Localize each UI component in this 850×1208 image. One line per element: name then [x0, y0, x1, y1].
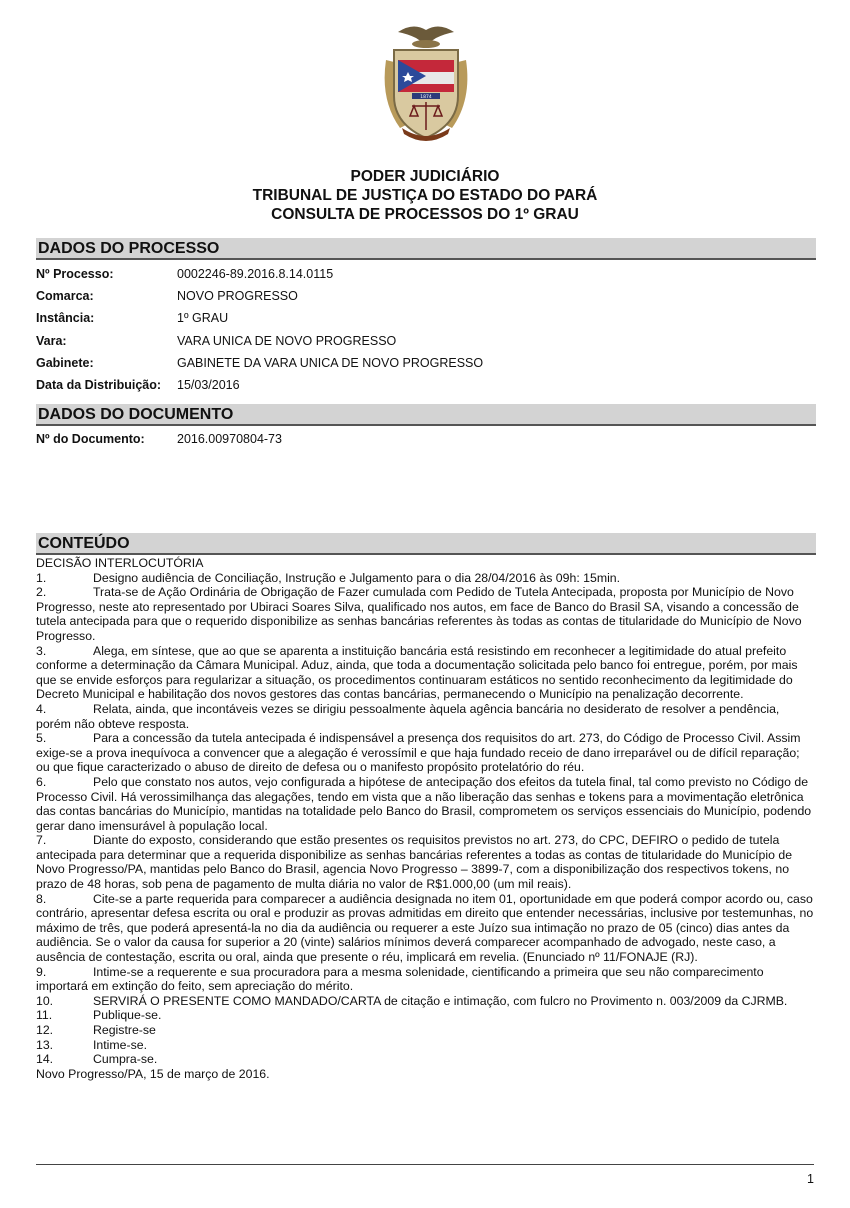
- document-content: [36, 556, 814, 1081]
- page-number: 1: [807, 1172, 814, 1186]
- item-number: 13.: [36, 1037, 54, 1052]
- item-number: 6.: [36, 774, 47, 789]
- item-text: Cite-se a parte requerida para comparecer a audiência designada no item 01, oportunidade em que poderá compor acordo ou, caso contrário, apresentar defesa escrita ou oral e produzir as provas admitidas em direito que entender necessárias, inclusive por testemunhas, no máximo de três, que poderá apresentá-la no dia da audiência ou requerer a este Juízo sua intimação no prazo de 05 (cinco) dias antes da audiência. Se o valor da causa for superior a 20 (vinte) salários mínimos deverá comparecer acompanhado de advogado, neste caso, a ausência de contestação, escrita ou oral, ainda que presente o réu, implicará em revelia. (Enunciado nº 11/FONAJE (RJ).: [36, 891, 814, 965]
- field-value: 15/03/2016: [177, 378, 240, 392]
- field-label: Vara:: [36, 334, 67, 348]
- field-value: GABINETE DA VARA UNICA DE NOVO PROGRESSO: [177, 356, 484, 370]
- item-text: Intime-se.: [93, 1037, 147, 1052]
- field-label: Instância:: [36, 311, 95, 325]
- list-item: [36, 1052, 814, 1067]
- field-value: 2016.00970804-73: [177, 432, 282, 446]
- field-label: Comarca:: [36, 289, 94, 303]
- item-number: 5.: [36, 731, 47, 746]
- list-item: [36, 571, 814, 586]
- item-text: Alega, em síntese, que ao que se aparenta a instituição bancária está resistindo em reconhecer a legitimidade do atual prefeito conforme a determinação da Câmara Municipal. Aduz, ainda, que toda a documentação solicitada pelo banco foi entregue, porém, por mais que se envide esforços para regularizar a situação, os procedimentos continuaram estáticos no sentido reconhecimento da legitimidade do Decreto Municipal e habilitação dos novos gestores das contas bancárias, permanecendo o Município na penalização decorrente.: [36, 643, 798, 702]
- list-item: [36, 775, 814, 833]
- list-item: [36, 833, 814, 891]
- item-text: Pelo que constato nos autos, vejo configurada a hipótese de antecipação dos efeitos da tutela final, tal como previsto no Código de Processo Civil. Há verossimilhança das alegações, tendo em vista que a não liberação das senhas e tokens para a movimentação eletrônica das contas bancárias do Município, mantidas na totalidade pelo Banco do Brasil, comprometem os serviços essenciais do Município, podendo gerar dano imensurável à população local.: [36, 774, 812, 833]
- list-item: [36, 1023, 814, 1038]
- item-number: 3.: [36, 643, 47, 658]
- item-number: 11.: [36, 1008, 53, 1023]
- item-text: Publique-se.: [93, 1008, 162, 1023]
- item-text: Trata-se de Ação Ordinária de Obrigação de Fazer cumulada com Pedido de Tutela Antecipada, proposta por Município de Novo Progresso, neste ato representado por Ubiraci Soares Silva, qualificado nos autos, em face de Banco do Brasil SA, visando a concessão de tutela antecipada para que o requerido disponibilize as senhas bancárias referentes às todas as contas de titularidade do Município de Novo Progresso.: [36, 585, 802, 643]
- document-header: [0, 167, 850, 224]
- section-dados-documento-title: DADOS DO DOCUMENTO: [36, 404, 816, 426]
- item-text: Intime-se a requerente e sua procuradora para a mesma solenidade, cientificando a primeira que seu não comparecimento importará em extinção do feito, sem apreciação do mérito.: [36, 964, 764, 994]
- closing-line: Novo Progresso/PA, 15 de março de 2016.: [36, 1066, 270, 1081]
- item-number: 7.: [36, 833, 47, 848]
- coat-of-arms-seal: [378, 20, 474, 146]
- item-text: Cumpra-se.: [93, 1052, 158, 1067]
- item-number: 10.: [36, 993, 54, 1008]
- field-label: Nº Processo:: [36, 267, 114, 281]
- item-number: 14.: [36, 1052, 54, 1067]
- field-value: VARA UNICA DE NOVO PROGRESSO: [177, 334, 397, 348]
- list-item: [36, 892, 814, 965]
- field-label: Nº do Documento:: [36, 432, 145, 446]
- item-number: 4.: [36, 701, 47, 716]
- list-item: [36, 965, 814, 994]
- item-text: Diante do exposto, considerando que estão presentes os requisitos previstos no art. 273, do CPC, DEFIRO o pedido de tutela antecipada para determinar que a requerida disponibilize as senhas bancárias referentes a todas as contas de titularidade do Município de Novo Progresso/PA, mantidas pelo Banco do Brasil, agencia Novo Progresso – 3899-7, com a disponibilização dos respectivos tokens, no prazo de 48 horas, sob pena de pagamento de multa diária no valor de R$1.000,00 (um mil reais).: [36, 833, 793, 892]
- item-number: 8.: [36, 891, 47, 906]
- item-number: 1.: [36, 570, 47, 585]
- item-text: Para a concessão da tutela antecipada é indispensável a presença dos requisitos do art. 273, do Código de Processo Civil. Assim exige-se a prova inequívoca a convencer que a alegação é verossímil e que haja fundado receio de dano irreparável ou de difícil reparação; ou que fique caracterizado o abuso de direito de defesa ou o manifesto propósito protelatório do réu.: [36, 731, 801, 775]
- list-item: [36, 644, 814, 702]
- list-item: [36, 1038, 814, 1053]
- header-line-3: CONSULTA DE PROCESSOS DO 1º GRAU: [271, 206, 579, 223]
- list-item: [36, 1008, 814, 1023]
- header-line-2: TRIBUNAL DE JUSTIÇA DO ESTADO DO PARÁ: [252, 187, 598, 204]
- item-text: Registre-se: [93, 1023, 156, 1037]
- item-text: Relata, ainda, que incontáveis vezes se dirigiu pessoalmente àquela agência bancária no desiderato de resolver a pendência, porém não obteve resposta.: [36, 701, 780, 731]
- item-number: 2.: [36, 585, 47, 600]
- item-number: 9.: [36, 964, 47, 979]
- field-value: 1º GRAU: [177, 311, 229, 325]
- list-item: [36, 994, 814, 1009]
- seal-year: 1874: [420, 95, 432, 100]
- header-line-1: PODER JUDICIÁRIO: [350, 168, 500, 185]
- list-item: [36, 585, 814, 643]
- list-item: [36, 702, 814, 731]
- section-dados-processo-title: DADOS DO PROCESSO: [36, 238, 816, 260]
- footer-divider: [36, 1164, 814, 1165]
- field-label: Gabinete:: [36, 356, 94, 370]
- decision-heading: DECISÃO INTERLOCUTÓRIA: [36, 556, 204, 570]
- item-number: 12.: [36, 1023, 54, 1037]
- item-text: SERVIRÁ O PRESENTE COMO MANDADO/CARTA de citação e intimação, com fulcro no Provimento n. 003/2009 da CJRMB.: [93, 993, 788, 1008]
- field-value: 0002246-89.2016.8.14.0115: [177, 267, 334, 281]
- field-label: Data da Distribuição:: [36, 378, 162, 392]
- field-value: NOVO PROGRESSO: [177, 289, 298, 303]
- list-item: [36, 731, 814, 775]
- section-conteudo-title: CONTEÚDO: [36, 533, 816, 555]
- item-text: Designo audiência de Conciliação, Instrução e Julgamento para o dia 28/04/2016 às 09h: 15min.: [93, 570, 621, 585]
